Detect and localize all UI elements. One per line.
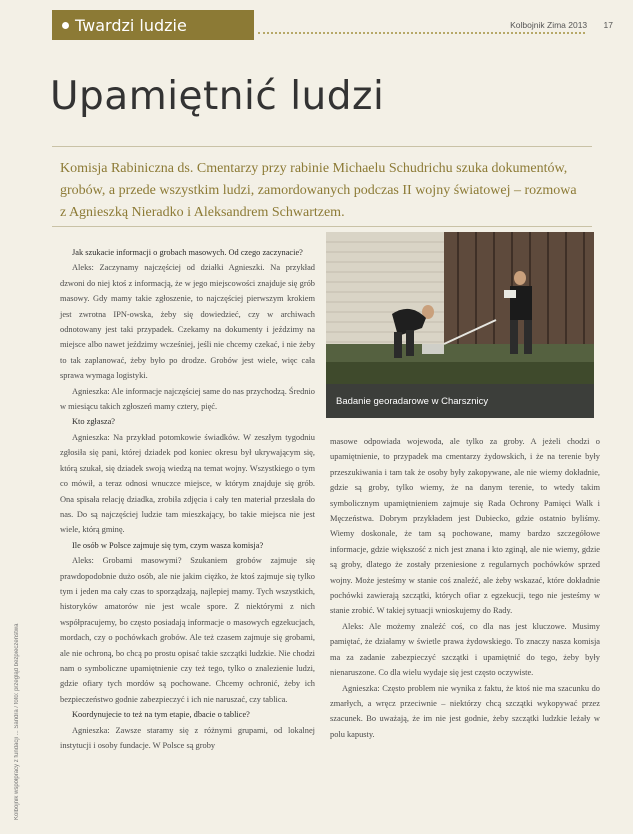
paragraph: Koordynujecie to też na tym etapie, dbacie o tablice? <box>72 710 250 720</box>
side-credit: Kolbojnik współpracy z fundacji ... Sandra / foto: przegląd bezpieczeństwa <box>14 623 20 820</box>
body-column-left <box>60 245 315 753</box>
photo-caption: Badanie georadarowe w Charsznicy <box>326 384 594 418</box>
header-dotted-rule <box>258 32 585 34</box>
section-title: Twardzi ludzie <box>75 15 187 35</box>
article-lead: Komisja Rabiniczna ds. Cmentarzy przy rabinie Michaelu Schudrichu szuka dokumentów, grobów, a przede wszystkim ludzi, zamordowanych podczas II wojny światowej – rozmowa z Agnieszką Nieradko i Aleksandrem Schwartzem. <box>60 161 577 220</box>
article-title: Upamiętnić ludzi <box>50 74 385 119</box>
running-header <box>510 20 613 30</box>
paragraph: Aleks: Grobami masowymi? Szukaniem grobów zajmuje się prawdopodobnie dużo osób, ale nie jakim ciężko, że ktoś zajmuje się tylko tym i jeden ma cały czas to sporządzają, najlepiej mamy. Tych wszystkich, historyków amatorów nie jest wcale spore. Z niektórymi z nich współpracujemy, bo często posiadają informacje o masowych egzekucjach, mordach, czy o pochówkach grobów. Ale też czasem zajmuje się grobami, ale nie ochroną, bo chcą po prostu opisać takie szczątki ludzkie. Nie chodzi nam o symboliczne upamiętnienie czy też tego, tylko o znalezienie ludzi, gdzie ofiary tych mordów są pochowane. Chcemy ochronić, żeby ich bezpieczeństwo godnie zabezpieczyć i ich nie naruszać, czy tablica. <box>60 556 315 704</box>
paragraph: Agnieszka: Ale informacje najczęściej same do nas przychodzą. Średnio w miesiącu takich zgłoszeń mamy cztery, pięć. <box>60 386 315 412</box>
paragraph: Agnieszka: Zawsze staramy się z różnymi grupami, od lokalnej instytucji i osoby fundacje. W Polsce są groby <box>60 725 315 750</box>
paragraph: masowe odpowiada wojewoda, ale tylko za groby. A jeżeli chodzi o upamiętnienie, to przypadek ma cmentarzy żydowskich, i że na terenie były przeszukiwania i tam tak że osoby były zakopywane, ale nie wiemy dokładnie, gdzie są groby, tylko wiemy, że na danym terenie, to wtedy takim symbolicznym upamiętnieniem zajmuje się Rada Ochrony Pamięci Walk i Męczeństwa. Dobrym przykładem jest Dubiecko, gdzie ostatnio byliśmy. Wiemy doskonale, że tam są pochowane, mamy bardzo szczegółowe informacje, gdzie większość z nich jest znana i kto zginął, ale nie wiemy, gdzie są groby, dlatego że zostały przeniesione z regularnych pochówków sprzed wojny. Może jesteśmy w stanie coś znaleźć, ale żeby wskazać, które dokładnie pochówki zawierają szczątki, których ofiar z egzekucji, tego nie jesteśmy w stanie zrobić. W takiej sytuacji wnioskujemy do Rady. <box>330 437 600 616</box>
paragraph: Aleks: Zaczynamy najczęściej od działki Agnieszki. Na przykład dzwoni do niej ktoś z informacją, że w jego miejscowości znajduje się grób masowy. Gdy mamy takie zgłoszenie, to najczęściej pierwszym krokiem jest zwrotna IPN-owska, żeby się dowiedzieć, czy w archiwach odnotowany jest taki przypadek. Czekamy na dokumenty i jeździmy na miejsce albo nawet jeździmy wcześniej, jeśli nie chcemy czekać, i nie żeby to tak zaplanować, żeby było po drodze. Grobów jest wiele, więc cała sprawa wymaga logistyki. <box>60 263 315 381</box>
paragraph: Jak szukacie informacji o grobach masowych. Od czego zaczynacie? <box>72 248 303 257</box>
lead-top-rule <box>52 146 592 147</box>
lead-bottom-rule <box>52 226 592 227</box>
bullet-icon <box>62 22 69 29</box>
body-column-right <box>330 434 600 742</box>
publication-name: Kolbojnik Zima 2013 <box>510 20 588 30</box>
paragraph: Ile osób w Polsce zajmuje się tym, czym wasza komisja? <box>72 540 264 550</box>
page-number: 17 <box>603 20 613 30</box>
section-label <box>52 10 254 40</box>
paragraph: Kto zgłasza? <box>72 417 116 427</box>
paragraph: Aleks: Ale możemy znaleźć coś, co dla nas jest kluczowe. Musimy pamiętać, że działamy w świetle prawa żydowskiego. To znaczy nasza komisja ma za zadanie zabezpieczyć szczątki i upamiętnić do tego, żeby były nienaruszone. Co dla wielu wydaje się jest często oczywiste. <box>330 621 600 678</box>
paragraph: Agnieszka: Często problem nie wynika z faktu, że ktoś nie ma szacunku do zmarłych, a wręcz przeciwnie – niektórzy chcą szczątki wykopywać przez szacunek. Bo uważają, że im nie jest godnie, żeby szczątki ludzkie leżały w polu kapusty. <box>330 683 600 739</box>
paragraph: Agnieszka: Na przykład potomkowie świadków. W zeszłym tygodniu zgłosiła się pani, której dziadek pod koniec okresu był ukrywającym się, którą szukał, się dziadek swoją wiedzą na temat wojny. Wszystkiego o tym co mówił, a teraz odnosi wnuczce miejsce, w którym znajduje się grób. Ona spisała relację dziadka, zrobiła zdjęcia i cały ten materiał przesłała do nas. Do są najczęściej ludzie tam mieszkający, bo takie miejsca nie jest wiele, którą gminę. <box>60 432 315 535</box>
